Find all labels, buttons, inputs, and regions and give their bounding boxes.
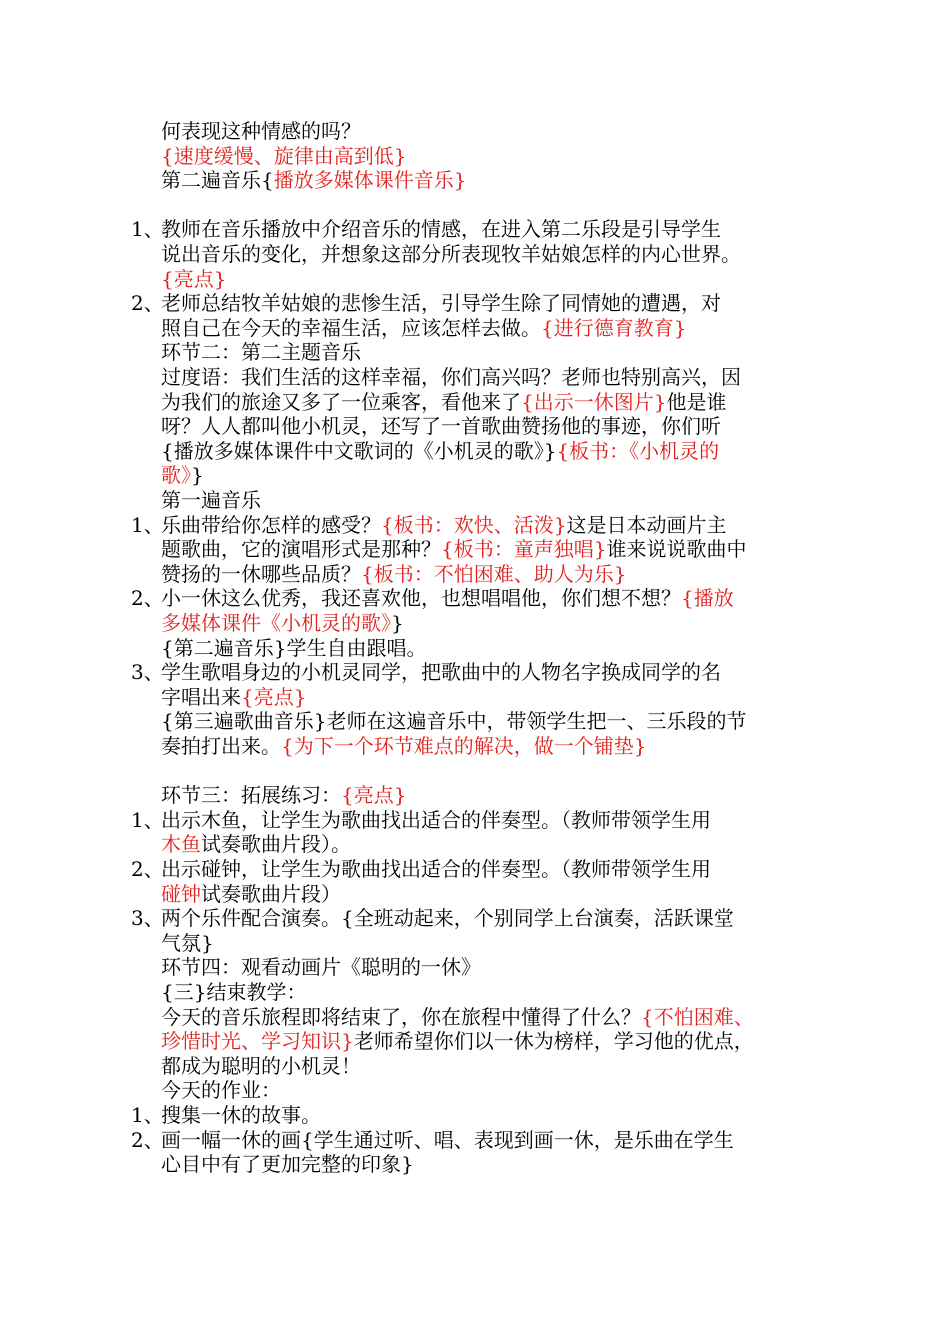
text-line [161,1102,321,1128]
body-text: 赞扬的一休哪些品质？ [161,562,361,586]
body-text: 出示木鱼，让学生为歌曲找出适合的伴奏型。（教师带领学生用 [161,808,711,832]
text-line [161,1127,734,1153]
body-text: 他是谁 [666,390,727,414]
body-text: 今天的音乐旅程即将结束了，你在旅程中懂得了什么？ [161,1005,641,1029]
text-line [161,413,721,439]
list-number: 2、 [131,857,164,881]
red-annotation: {亮点} [241,685,307,709]
text-line [161,979,306,1005]
red-annotation: {播放 [681,586,734,610]
text-line [161,536,746,562]
body-text: 谁来说说歌曲中 [606,537,747,561]
text-line [161,487,261,513]
text-line [161,462,204,488]
list-number: 2、 [131,291,164,315]
text-line [161,167,466,193]
text-line [161,585,734,611]
red-annotation: 歌》 [161,463,191,487]
text-line [161,1077,281,1103]
list-number: 1、 [131,1103,164,1127]
text-line [161,881,341,907]
text-line [161,1053,361,1079]
text-line [161,807,711,833]
text-line [161,930,214,956]
body-text: {第二遍音乐}学生自由跟唱。 [161,636,427,660]
red-annotation: {为下一个环节难点的解决，做一个铺垫} [281,734,647,758]
red-annotation: 珍惜时光、学习知识} [161,1029,354,1053]
body-text: } [391,611,404,635]
red-annotation: {亮点} [161,267,227,291]
body-text: 都成为聪明的小机灵！ [161,1054,361,1078]
text-line [161,708,746,734]
text-line [161,1004,754,1030]
body-text: 气氛} [161,931,214,955]
text-line [161,1028,754,1054]
body-text: 何表现这种情感的吗？ [161,119,361,143]
list-number: 3、 [131,906,164,930]
list-number: 1、 [131,513,164,537]
body-text: 试奏歌曲片段） [201,882,341,906]
text-line [161,856,711,882]
list-number: 1、 [131,808,164,832]
text-line [161,438,719,464]
red-annotation: {出示一休图片} [521,390,667,414]
body-text: } [191,463,204,487]
body-text: 这是日本动画片主 [566,513,727,537]
body-text: 老师希望你们以一休为榜样，学习他的优点， [353,1029,754,1053]
text-line [161,831,351,857]
text-line [161,659,721,685]
body-text: 题歌曲，它的演唱形式是那种？ [161,537,441,561]
text-line [161,905,734,931]
list-number: 2、 [131,1128,164,1152]
body-text: {第三遍歌曲音乐}老师在这遍音乐中，带领学生把一、三乐段的节 [161,709,747,733]
text-line [161,733,646,759]
body-text: 呀？人人都叫他小机灵，还写了一首歌曲赞扬他的事迹，你们听 [161,414,721,438]
text-line [161,339,361,365]
text-line [161,216,721,242]
text-line [161,561,626,587]
text-line [161,266,226,292]
text-line [161,610,404,636]
red-annotation: {速度缓慢、旋律由高到低} [161,144,407,168]
body-text: 说出音乐的变化，并想象这部分所表现牧羊姑娘怎样的内心世界。 [161,242,741,266]
body-text: 学生歌唱身边的小机灵同学，把歌曲中的人物名字换成同学的名 [161,660,721,684]
body-text: 今天的作业： [161,1078,281,1102]
body-text: 出示碰钟，让学生为歌曲找出适合的伴奏型。（教师带领学生用 [161,857,711,881]
text-line [161,315,686,341]
text-line [161,241,741,267]
body-text: 第一遍音乐 [161,488,261,512]
body-text: 试奏歌曲片段）。 [201,832,351,856]
body-text: {播放多媒体课件中文歌词的《小机灵的歌》} [161,439,557,463]
text-line [161,954,481,980]
body-text: 环节二：第二主题音乐 [161,340,361,364]
red-annotation: {进行德育教育} [541,316,687,340]
list-number: 1、 [131,217,164,241]
body-text: 乐曲带给你怎样的感受？ [161,513,381,537]
body-text: 环节三：拓展练习： [161,783,341,807]
body-text: 奏拍打出来。 [161,734,281,758]
text-line [161,635,426,661]
text-line [161,512,726,538]
text-line [161,782,406,808]
red-annotation: 碰钟 [161,882,201,906]
red-annotation: {亮点} [341,783,407,807]
body-text: 过度语：我们生活的这样幸福，你们高兴吗？老师也特别高兴，因 [161,365,741,389]
red-annotation: {板书：不怕困难、助人为乐} [361,562,627,586]
red-annotation: 木鱼 [161,832,201,856]
body-text: 画一幅一休的画{学生通过听、唱、表现到画一休，是乐曲在学生 [161,1128,734,1152]
red-annotation: {板书：欢快、活泼} [381,513,567,537]
body-text: 环节四：观看动画片《聪明的一休》 [161,955,481,979]
text-line [161,143,406,169]
text-line [161,684,306,710]
body-text: 两个乐件配合演奏。{全班动起来，个别同学上台演奏，活跃课堂 [161,906,734,930]
body-text: {三}结束教学： [161,980,307,1004]
body-text: 照自己在今天的幸福生活，应该怎样去做。 [161,316,541,340]
body-text: 第二遍音乐{ [161,168,274,192]
text-line [161,364,741,390]
body-text: 教师在音乐播放中介绍音乐的情感，在进入第二乐段是引导学生 [161,217,721,241]
body-text: 搜集一休的故事。 [161,1103,321,1127]
red-annotation: 播放多媒体课件音乐} [273,168,467,192]
text-line [161,290,721,316]
red-annotation: {板书：童声独唱} [441,537,607,561]
red-annotation: 多媒体课件《小机灵的歌》 [161,611,391,635]
text-line [161,118,361,144]
red-annotation: {不怕困难、 [641,1005,754,1029]
list-number: 3、 [131,660,164,684]
body-text: 老师总结牧羊姑娘的悲惨生活，引导学生除了同情她的遭遇，对 [161,291,721,315]
text-line [161,389,726,415]
body-text: 字唱出来 [161,685,241,709]
body-text: 为我们的旅途又多了一位乘客，看他来了 [161,390,521,414]
red-annotation: {板书：《小机灵的 [556,439,720,463]
body-text: 心目中有了更加完整的印象} [161,1152,414,1176]
text-line [161,1151,414,1177]
body-text: 小一休这么优秀，我还喜欢他，也想唱唱他，你们想不想？ [161,586,681,610]
list-number: 2、 [131,586,164,610]
